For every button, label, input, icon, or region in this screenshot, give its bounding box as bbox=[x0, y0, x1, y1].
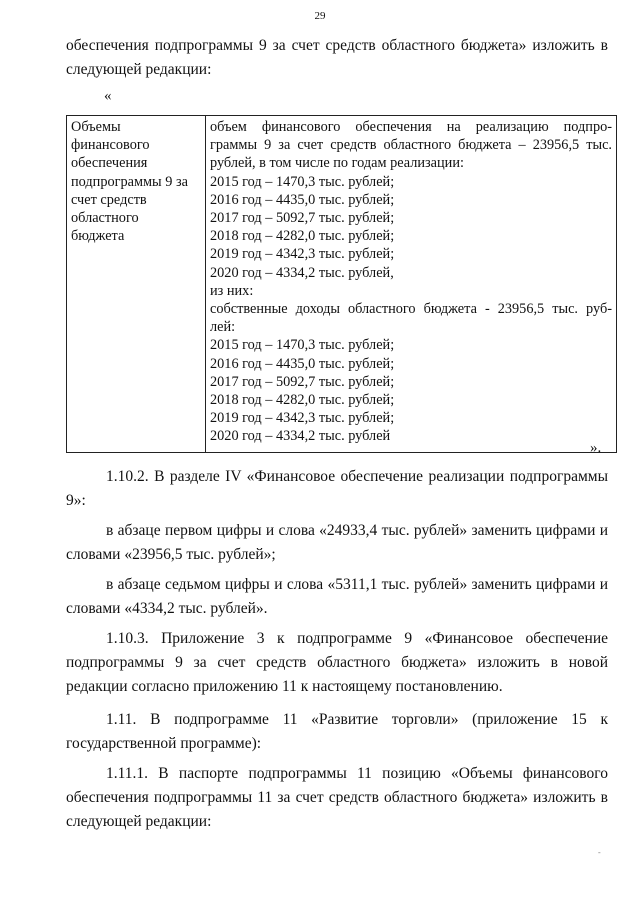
cell-line: 2016 год – 4435,0 тыс. рублей; bbox=[210, 355, 395, 372]
cell-line: лей: bbox=[210, 319, 236, 336]
paragraph-1-11-1 bbox=[66, 762, 608, 834]
cell-line: 2019 год – 4342,3 тыс. рублей; bbox=[210, 410, 395, 427]
text-line: словами «23956,5 тыс. рублей»; bbox=[66, 546, 276, 563]
table-cell-label bbox=[67, 116, 206, 453]
cell-line: собственные доходы областного бюджета - 23956,5 тыс. руб- bbox=[210, 301, 612, 318]
scan-mark: - bbox=[598, 848, 601, 857]
paragraph-first-abzac bbox=[66, 519, 608, 567]
text-line: редакции согласно приложению 11 к настоящему постановлению. bbox=[66, 678, 503, 695]
cell-line: финансового bbox=[71, 137, 150, 154]
text-line: 1.11.1. В паспорте подпрограммы 11 позицию «Объемы финансового bbox=[106, 765, 608, 782]
cell-line: бюджета bbox=[71, 228, 125, 245]
text-line: словами «4334,2 тыс. рублей». bbox=[66, 600, 268, 617]
cell-line: областного bbox=[71, 210, 139, 227]
paragraph-1-10-3 bbox=[66, 627, 608, 699]
text-line: государственной программе): bbox=[66, 735, 262, 752]
cell-line: граммы 9 за счет средств областного бюджета – 23956,5 тыс. bbox=[210, 137, 612, 154]
cell-line: 2017 год – 5092,7 тыс. рублей; bbox=[210, 210, 395, 227]
cell-line: объем финансового обеспечения на реализацию подпро- bbox=[210, 119, 612, 135]
intro-paragraph bbox=[66, 34, 608, 82]
text-line: в абзаце первом цифры и слова «24933,4 тыс. рублей» заменить цифрами и bbox=[106, 522, 608, 539]
cell-line: 2018 год – 4282,0 тыс. рублей; bbox=[210, 228, 395, 245]
text-line: 1.10.3. Приложение 3 к подпрограмме 9 «Финансовое обеспечение bbox=[106, 630, 608, 647]
cell-line: 2015 год – 1470,3 тыс. рублей; bbox=[210, 173, 395, 190]
text-line: следующей редакции: bbox=[66, 813, 212, 830]
cell-line: подпрограммы 9 за bbox=[71, 173, 188, 190]
cell-line: из них: bbox=[210, 282, 254, 299]
cell-line: счет средств bbox=[71, 191, 147, 208]
text-line: 1.11. В подпрограмме 11 «Развитие торговли» (приложение 15 к bbox=[106, 711, 608, 728]
cell-line: обеспечения bbox=[71, 155, 148, 172]
text-line: 1.10.2. В разделе IV «Финансовое обеспечение реализации подпрограммы bbox=[106, 468, 608, 485]
page-number: 29 bbox=[314, 10, 326, 22]
paragraph-seventh-abzac bbox=[66, 573, 608, 621]
cell-line: 2016 год – 4435,0 тыс. рублей; bbox=[210, 191, 395, 208]
closing-quote: ». bbox=[590, 440, 602, 456]
text-line: 9»: bbox=[66, 492, 86, 509]
cell-line: 2015 год – 1470,3 тыс. рублей; bbox=[210, 337, 395, 354]
passport-table bbox=[66, 115, 617, 453]
cell-line: 2020 год – 4334,2 тыс. рублей, bbox=[210, 264, 394, 281]
opening-quote: « bbox=[104, 88, 112, 104]
cell-line: 2019 год – 4342,3 тыс. рублей; bbox=[210, 246, 395, 263]
text-line: в абзаце седьмом цифры и слова «5311,1 тыс. рублей» заменить цифрами и bbox=[106, 576, 608, 593]
text-line: следующей редакции: bbox=[66, 61, 212, 78]
text-line: подпрограммы 9 за счет средств областного бюджета» изложить в новой bbox=[66, 654, 608, 671]
paragraph-1-10-2 bbox=[66, 465, 608, 513]
cell-line: 2018 год – 4282,0 тыс. рублей; bbox=[210, 392, 395, 409]
text-line: обеспечения подпрограммы 11 за счет средств областного бюджета» изложить в bbox=[66, 789, 608, 806]
cell-line: 2017 год – 5092,7 тыс. рублей; bbox=[210, 373, 395, 390]
table-row bbox=[67, 116, 617, 453]
cell-line: Объемы bbox=[71, 119, 121, 135]
cell-line: 2020 год – 4334,2 тыс. рублей bbox=[210, 428, 391, 445]
paragraph-1-11 bbox=[66, 708, 608, 756]
text-line: обеспечения подпрограммы 9 за счет средств областного бюджета» изложить в bbox=[66, 37, 608, 54]
cell-line: рублей, в том числе по годам реализации: bbox=[210, 155, 464, 172]
table-cell-value bbox=[206, 116, 617, 453]
